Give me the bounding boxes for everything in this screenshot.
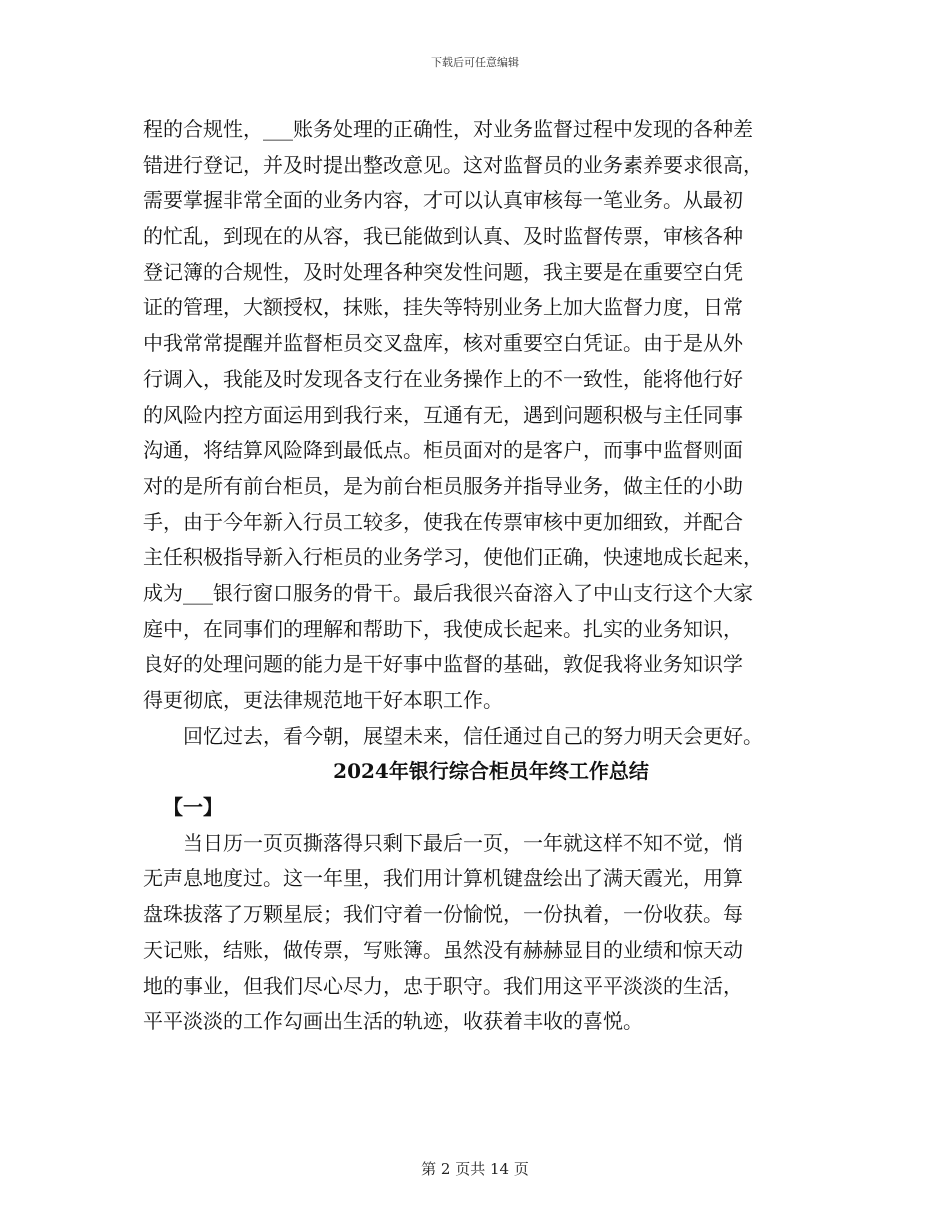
text-line: 地的事业，但我们尽心尽力，忠于职守。我们用这平平淡淡的生活， xyxy=(143,973,743,998)
document-title: 2024年银行综合柜员年终工作总结 xyxy=(333,759,649,784)
text-line: 主任积极指导新入行柜员的业务学习，使他们正确，快速地成长起来， xyxy=(143,545,763,570)
text-line: 需要掌握非常全面的业务内容，才可以认真审核每一笔业务。从最初 xyxy=(143,188,743,213)
text-line: 证的管理，大额授权，抹账，挂失等特别业务上加大监督力度，日常 xyxy=(143,295,743,320)
text-line: 成为___银行窗口服务的骨干。最后我很兴奋溶入了中山支行这个大家 xyxy=(143,580,753,605)
section-marker: 【一】 xyxy=(163,795,223,820)
text-line: 盘珠拔落了万颗星辰；我们守着一份愉悦，一份执着，一份收获。每 xyxy=(143,902,743,927)
text-line: 平平淡淡的工作勾画出生活的轨迹，收获着丰收的喜悦。 xyxy=(143,1009,643,1034)
text-line: 庭中，在同事们的理解和帮助下，我使成长起来。扎实的业务知识， xyxy=(143,616,743,641)
text-line: 得更彻底，更法律规范地干好本职工作。 xyxy=(143,688,503,712)
text-line: 无声息地度过。这一年里，我们用计算机键盘绘出了满天霞光，用算 xyxy=(143,866,743,891)
text-line: 手，由于今年新入行员工较多，使我在传票审核中更加细致，并配合 xyxy=(143,509,743,534)
text-line: 良好的处理问题的能力是干好事中监督的基础，敦促我将业务知识学 xyxy=(143,652,743,677)
document-body xyxy=(143,112,809,1040)
text-line: 的忙乱，到现在的从容，我已能做到认真、及时监督传票，审核各种 xyxy=(143,224,743,249)
text-line: 天记账，结账，做传票，写账簿。虽然没有赫赫显目的业绩和惊天动 xyxy=(143,937,743,962)
page-number: 第 2 页共 14 页 xyxy=(421,1160,529,1178)
text-line: 对的是所有前台柜员，是为前台柜员服务并指导业务，做主任的小助 xyxy=(143,473,743,498)
paragraph xyxy=(143,826,809,1040)
paragraph xyxy=(143,112,809,719)
text-line: 当日历一页页撕落得只剩下最后一页，一年就这样不知不觉，悄 xyxy=(183,830,743,855)
text-line: 登记簿的合规性，及时处理各种突发性问题，我主要是在重要空白凭 xyxy=(143,259,743,284)
text-line: 的风险内控方面运用到我行来，互通有无，遇到问题积极与主任同事 xyxy=(143,402,743,427)
text-line: 行调入，我能及时发现各支行在业务操作上的不一致性，能将他行好 xyxy=(143,366,743,391)
text-line: 程的合规性，___账务处理的正确性，对业务监督过程中发现的各种差 xyxy=(143,117,753,141)
text-line: 沟通，将结算风险降到最低点。柜员面对的是客户，而事中监督则面 xyxy=(143,438,743,463)
page-header: 下载后可任意编辑 xyxy=(431,56,519,69)
text-line: 中我常常提醒并监督柜员交叉盘库，核对重要空白凭证。由于是从外 xyxy=(143,331,743,356)
paragraph-closing: 回忆过去，看今朝，展望未来，信任通过自己的努力明天会更好。 xyxy=(183,723,763,748)
text-line: 错进行登记，并及时提出整改意见。这对监督员的业务素养要求很高， xyxy=(143,152,763,177)
